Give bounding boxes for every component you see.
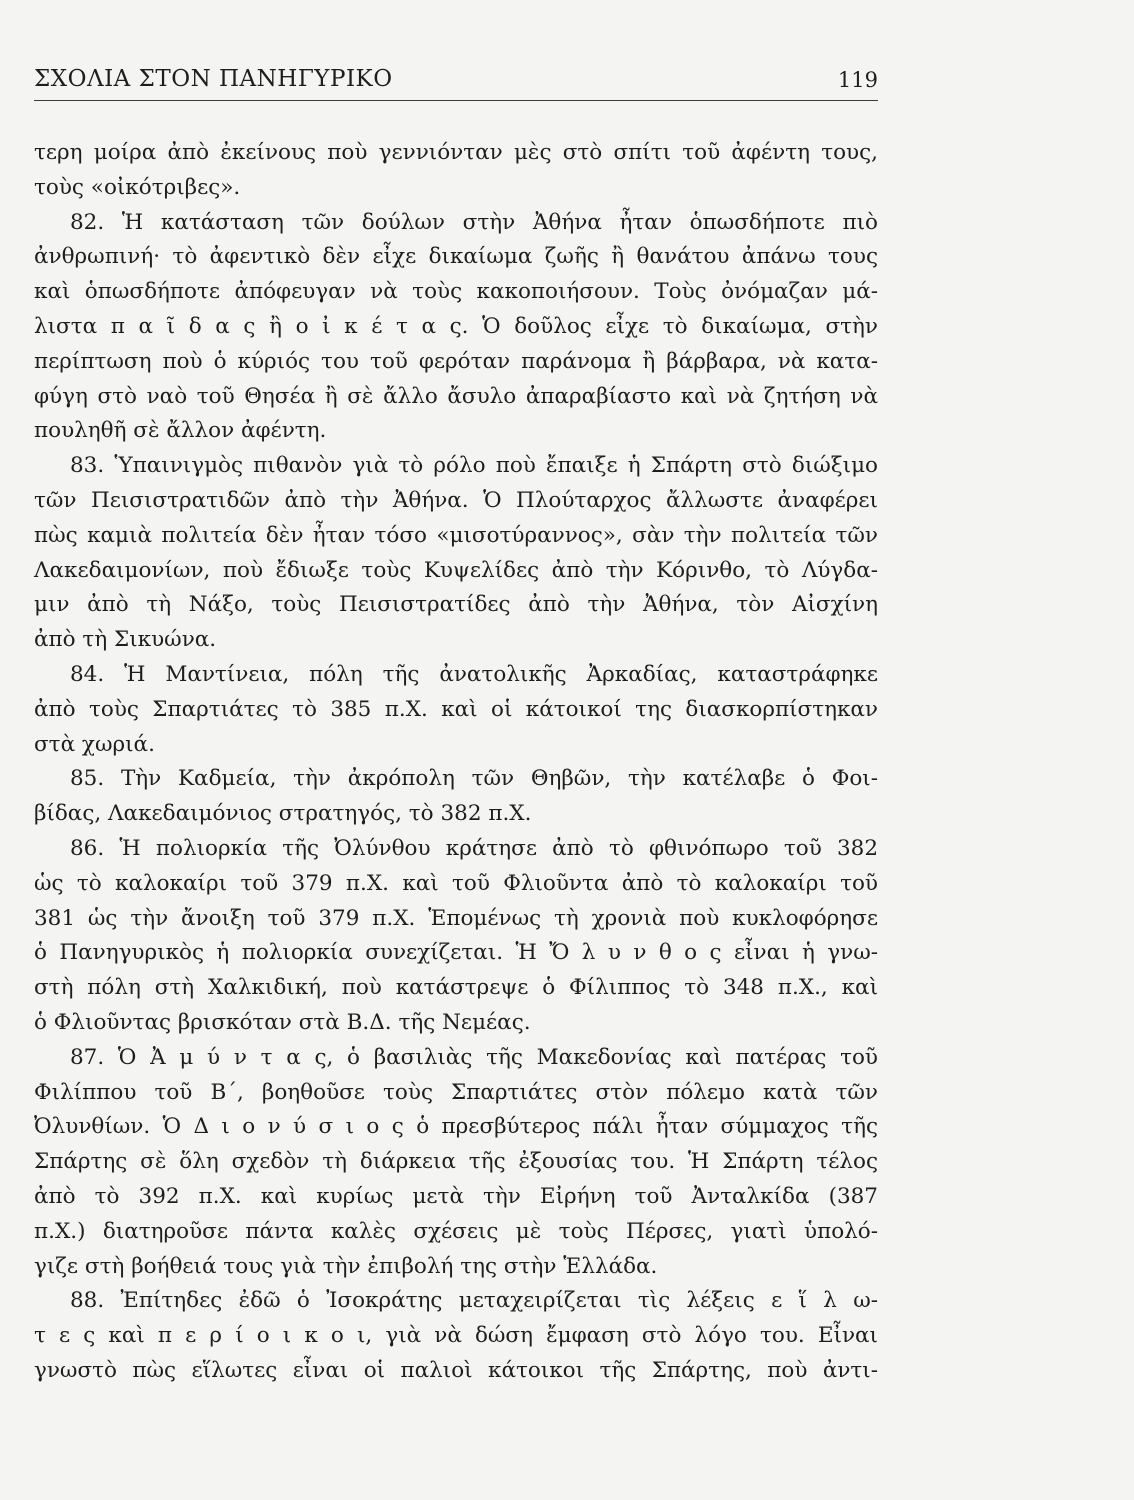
note-86-start: 86. Ἡ πολιορκία τῆς Ὀλύνθου κράτησε ἀπὸ τὸ φθινόπωρο τοῦ 382 bbox=[70, 835, 878, 861]
note-82-start: 82. Ἡ κατάσταση τῶν δούλων στὴν Ἀθήνα ἦταν ὁπωσδήποτε πιὸ bbox=[70, 209, 878, 235]
text-line: ὡς τὸ καλοκαίρι τοῦ 379 π.Χ. καὶ τοῦ Φλιοῦντα ἀπὸ τὸ καλοκαίρι τοῦ bbox=[34, 870, 878, 896]
text-line: π.Χ.) διατηροῦσε πάντα καλὲς σχέσεις μὲ τοὺς Πέρσες, γιατὶ ὑπολό- bbox=[34, 1218, 878, 1244]
text-line: μιν ἀπὸ τὴ Νάξο, τοὺς Πεισιστρατίδες ἀπὸ τὴν Ἀθήνα, τὸν Αἰσχίνη bbox=[34, 592, 878, 618]
text-line: ἀπὸ τὴ Σικυώνα. bbox=[34, 627, 217, 653]
note-85-start: 85. Τὴν Καδμεία, τὴν ἀκρόπολη τῶν Θηβῶν, τὴν κατέλαβε ὁ Φοι- bbox=[70, 766, 878, 792]
commentary-text bbox=[34, 136, 878, 1389]
text-line: γνωστὸ πὼς εἵλωτες εἶναι οἱ παλιοὶ κάτοικοι τῆς Σπάρτης, ποὺ ἀντι- bbox=[34, 1357, 878, 1383]
running-header bbox=[34, 62, 878, 101]
text-line: γιζε στὴ βοήθειά τους γιὰ τὴν ἐπιβολή της στὴν Ἑλλάδα. bbox=[34, 1253, 658, 1279]
text-line: φύγη στὸ ναὸ τοῦ Θησέα ἢ σὲ ἄλλο ἄσυλο ἀπαραβίαστο καὶ νὰ ζητήση νὰ bbox=[34, 383, 878, 409]
note-84-start: 84. Ἡ Μαντίνεια, πόλη τῆς ἀνατολικῆς Ἀρκαδίας, καταστράφηκε bbox=[70, 661, 878, 687]
text-line: Ὀλυνθίων. Ὁ Δ ι ο ν ύ σ ι ο ς ὁ πρεσβύτερος πάλι ἦταν σύμμαχος τῆς bbox=[34, 1114, 878, 1140]
text-line: βίδας, Λακεδαιμόνιος στρατηγός, τὸ 382 π.Χ. bbox=[34, 801, 532, 827]
note-83-start: 83. Ὑπαινιγμὸς πιθανὸν γιὰ τὸ ρόλο ποὺ ἔπαιξε ἡ Σπάρτη στὸ διώξιμο bbox=[70, 453, 878, 479]
text-line: Φιλίππου τοῦ Β΄, βοηθοῦσε τοὺς Σπαρτιάτες στὸν πόλεμο κατὰ τῶν bbox=[34, 1079, 878, 1105]
note-87-start: 87. Ὁ Ἀ μ ύ ν τ α ς, ὁ βασιλιὰς τῆς Μακεδονίας καὶ πατέρας τοῦ bbox=[70, 1044, 878, 1070]
text-line: ὁ Πανηγυρικὸς ἡ πολιορκία συνεχίζεται. Ἡ Ὄ λ υ ν θ ο ς εἶναι ἡ γνω- bbox=[34, 940, 878, 966]
page-number: 119 bbox=[837, 68, 878, 92]
text-line: λιστα π α ῖ δ α ς ἢ ο ἰ κ έ τ α ς. Ὁ δοῦλος εἶχε τὸ δικαίωμα, στὴν bbox=[34, 313, 878, 339]
text-line: ἀπὸ τοὺς Σπαρτιάτες τὸ 385 π.Χ. καὶ οἱ κάτοικοί της διασκορπίστηκαν bbox=[34, 696, 878, 722]
running-title: ΣΧΟΛΙΑ ΣΤΟΝ ΠΑΝΗΓΥΡΙΚΟ bbox=[34, 66, 393, 92]
text-line: ὁ Φλιοῦντας βρισκόταν στὰ Β.Δ. τῆς Νεμέας. bbox=[34, 1009, 531, 1035]
text-line: Λακεδαιμονίων, ποὺ ἔδιωξε τοὺς Κυψελίδες ἀπὸ τὴν Κόρινθο, τὸ Λύγδα- bbox=[34, 557, 878, 583]
text-line: ἀνθρωπινή· τὸ ἀφεντικὸ δὲν εἶχε δικαίωμα ζωῆς ἢ θανάτου ἀπάνω τους bbox=[34, 244, 878, 270]
text-line: τ ε ς καὶ π ε ρ ί ο ι κ ο ι, γιὰ νὰ δώση ἔμφαση στὸ λόγο του. Εἶναι bbox=[34, 1323, 878, 1349]
text-line: περίπτωση ποὺ ὁ κύριός του τοῦ φερόταν παράνομα ἢ βάρβαρα, νὰ κατα- bbox=[34, 348, 878, 374]
text-line: καὶ ὁπωσδήποτε ἀπόφευγαν νὰ τοὺς κακοποιήσουν. Τοὺς ὀνόμαζαν μά- bbox=[34, 279, 878, 305]
text-line: πουληθῆ σὲ ἄλλον ἀφέντη. bbox=[34, 418, 327, 444]
text-line: τερη μοίρα ἀπὸ ἐκείνους ποὺ γεννιόνταν μὲς στὸ σπίτι τοῦ ἀφέντη τους, bbox=[34, 140, 878, 165]
text-line: τῶν Πεισιστρατιδῶν ἀπὸ τὴν Ἀθήνα. Ὁ Πλούταρχος ἄλλωστε ἀναφέρει bbox=[34, 487, 878, 513]
text-line: στὰ χωριά. bbox=[34, 731, 155, 757]
text-line: 381 ὡς τὴν ἄνοιξη τοῦ 379 π.Χ. Ἑπομένως τὴ χρονιὰ ποὺ κυκλοφόρησε bbox=[34, 905, 878, 931]
text-line: στὴ πόλη στὴ Χαλκιδική, ποὺ κατάστρεψε ὁ Φίλιππος τὸ 348 π.Χ., καὶ bbox=[34, 975, 878, 1001]
text-line: Σπάρτης σὲ ὅλη σχεδὸν τὴ διάρκεια τῆς ἐξουσίας του. Ἡ Σπάρτη τέλος bbox=[34, 1149, 878, 1175]
text-line: τοὺς «οἰκότριβες». bbox=[34, 174, 241, 200]
text-line: ἀπὸ τὸ 392 π.Χ. καὶ κυρίως μετὰ τὴν Εἰρήνη τοῦ Ἀνταλκίδα (387 bbox=[34, 1183, 878, 1209]
text-line: πὼς καμιὰ πολιτεία δὲν ἦταν τόσο «μισοτύραννος», σὰν τὴν πολιτεία τῶν bbox=[34, 522, 878, 548]
note-88-start: 88. Ἐπίτηδες ἐδῶ ὁ Ἰσοκράτης μεταχειρίζεται τὶς λέξεις ε ἵ λ ω- bbox=[70, 1288, 878, 1314]
